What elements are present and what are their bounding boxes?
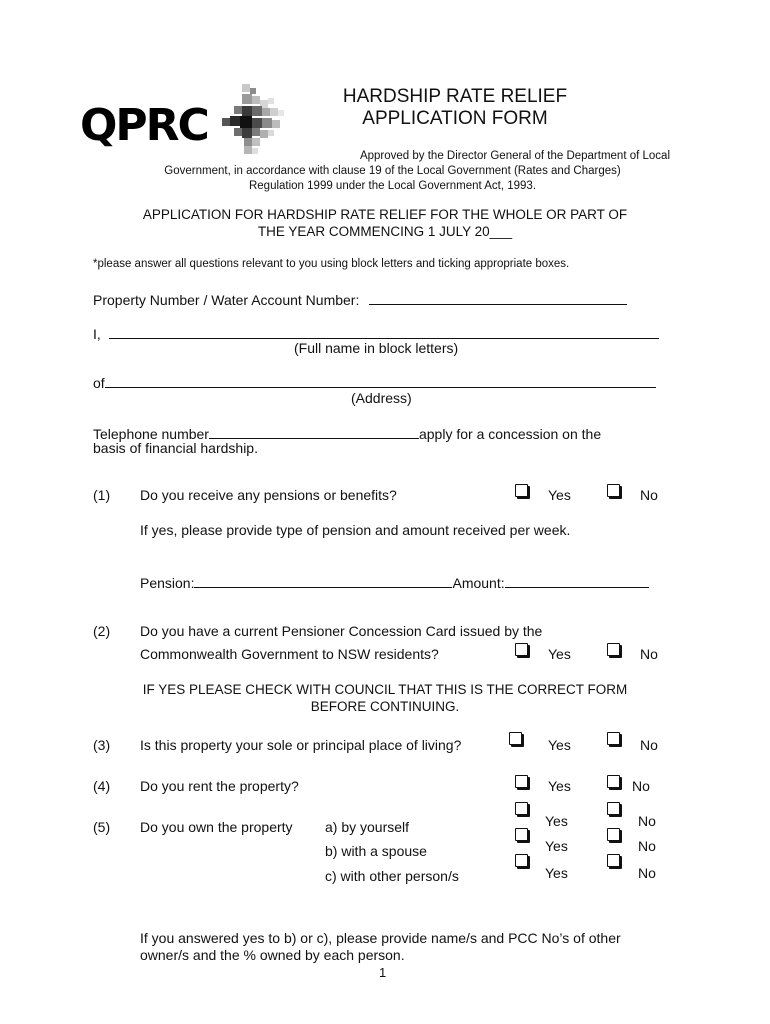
q5b-no-label: No	[638, 838, 656, 854]
telephone-suffix: apply for a concession on the	[418, 426, 602, 442]
q2-yes-checkbox[interactable]	[515, 643, 528, 656]
q1-text: Do you receive any pensions or benefits?	[140, 487, 397, 503]
q3-yes-checkbox[interactable]	[509, 732, 522, 745]
address-row	[93, 373, 656, 391]
q1-yes-label: Yes	[548, 487, 571, 503]
full-name-field[interactable]	[109, 324, 659, 339]
pension-label: Pension:	[140, 575, 195, 591]
q3-no-checkbox[interactable]	[607, 732, 620, 745]
instruction-note: *please answer all questions relevant to you using block letters and ticking appropriate boxes.	[93, 258, 570, 270]
caution-line2: BEFORE CONTINUING.	[310, 699, 460, 714]
pension-field[interactable]	[194, 573, 452, 588]
approval-statement	[105, 149, 680, 194]
q4-number: (4)	[93, 778, 111, 794]
address-hint: (Address)	[351, 390, 412, 406]
q5a-yes-checkbox[interactable]	[515, 802, 528, 815]
q1-no-label: No	[640, 487, 658, 503]
pension-amount-row	[140, 573, 649, 591]
q2-line1: Do you have a current Pensioner Concession Card issued by the	[140, 623, 543, 639]
q1-followup: If yes, please provide type of pension and amount received per week.	[140, 522, 571, 538]
q1-no-checkbox[interactable]	[607, 484, 620, 497]
telephone-label: Telephone number	[93, 426, 209, 442]
name-hint: (Full name in block letters)	[294, 340, 459, 356]
q5b-no-checkbox[interactable]	[607, 828, 620, 841]
amount-field[interactable]	[505, 573, 649, 588]
address-prefix: of	[93, 375, 105, 391]
q2-yes-label: Yes	[548, 646, 571, 662]
property-number-row	[93, 290, 627, 308]
q2-no-checkbox[interactable]	[607, 643, 620, 656]
property-number-field[interactable]	[369, 290, 627, 305]
approval-line2: Government, in accordance with clause 19 of the Local Government (Rates and Charges)	[164, 165, 621, 177]
application-heading	[80, 206, 690, 240]
form-title-line2: APPLICATION FORM	[362, 108, 548, 129]
approval-line1: Approved by the Director General of the Department of Local	[359, 150, 670, 162]
page-number: 1	[379, 965, 387, 980]
q1-yes-checkbox[interactable]	[515, 484, 528, 497]
q5b-yes-checkbox[interactable]	[515, 828, 528, 841]
q5-number: (5)	[93, 819, 111, 835]
footer-line2: owner/s and the % owned by each person.	[140, 947, 405, 963]
telephone-field[interactable]	[209, 424, 419, 439]
q5-option-b: b) with a spouse	[325, 843, 427, 859]
q5c-yes-label: Yes	[545, 865, 568, 881]
form-title	[300, 86, 610, 130]
amount-label: Amount:	[452, 575, 505, 591]
q3-text: Is this property your sole or principal place of living?	[140, 737, 462, 753]
logo-pixel-mark-icon	[220, 80, 290, 160]
q3-yes-label: Yes	[548, 737, 571, 753]
q5-text: Do you own the property	[140, 819, 293, 835]
q5c-no-label: No	[638, 865, 656, 881]
approval-line3: Regulation 1999 under the Local Government Act, 1993.	[248, 180, 537, 192]
q2-number: (2)	[93, 623, 111, 639]
q2-no-label: No	[640, 646, 658, 662]
form-title-line1: HARDSHIP RATE RELIEF	[342, 86, 568, 107]
q5a-no-checkbox[interactable]	[607, 802, 620, 815]
telephone-line2: basis of financial hardship.	[93, 440, 258, 456]
q3-number: (3)	[93, 737, 111, 753]
name-prefix: I,	[93, 326, 101, 342]
property-number-label: Property Number / Water Account Number:	[93, 292, 360, 308]
q4-yes-label: Yes	[548, 778, 571, 794]
q5-option-c: c) with other person/s	[325, 868, 459, 884]
q4-no-label: No	[632, 778, 650, 794]
q3-no-label: No	[640, 737, 658, 753]
logo-wordmark: QPRC	[80, 100, 208, 151]
address-field[interactable]	[105, 373, 656, 388]
q5b-yes-label: Yes	[545, 838, 568, 854]
q5c-no-checkbox[interactable]	[607, 854, 620, 867]
q5a-yes-label: Yes	[545, 813, 568, 829]
qprc-logo	[80, 80, 290, 160]
q4-text: Do you rent the property?	[140, 778, 299, 794]
q4-no-checkbox[interactable]	[607, 775, 620, 788]
q5c-yes-checkbox[interactable]	[515, 854, 528, 867]
q5a-no-label: No	[638, 813, 656, 829]
footer-line1: If you answered yes to b) or c), please provide name/s and PCC No’s of other	[140, 930, 621, 946]
application-heading-line2: THE YEAR COMMENCING 1 JULY 20___	[257, 224, 513, 239]
q4-yes-checkbox[interactable]	[515, 775, 528, 788]
q5-option-a: a) by yourself	[325, 819, 410, 835]
caution-line1: IF YES PLEASE CHECK WITH COUNCIL THAT THIS IS THE CORRECT FORM	[142, 682, 628, 697]
q2-line2: Commonwealth Government to NSW residents?	[140, 646, 439, 662]
application-heading-line1: APPLICATION FOR HARDSHIP RATE RELIEF FOR THE WHOLE OR PART OF	[142, 207, 628, 222]
caution-notice	[80, 681, 690, 715]
q1-number: (1)	[93, 487, 111, 503]
